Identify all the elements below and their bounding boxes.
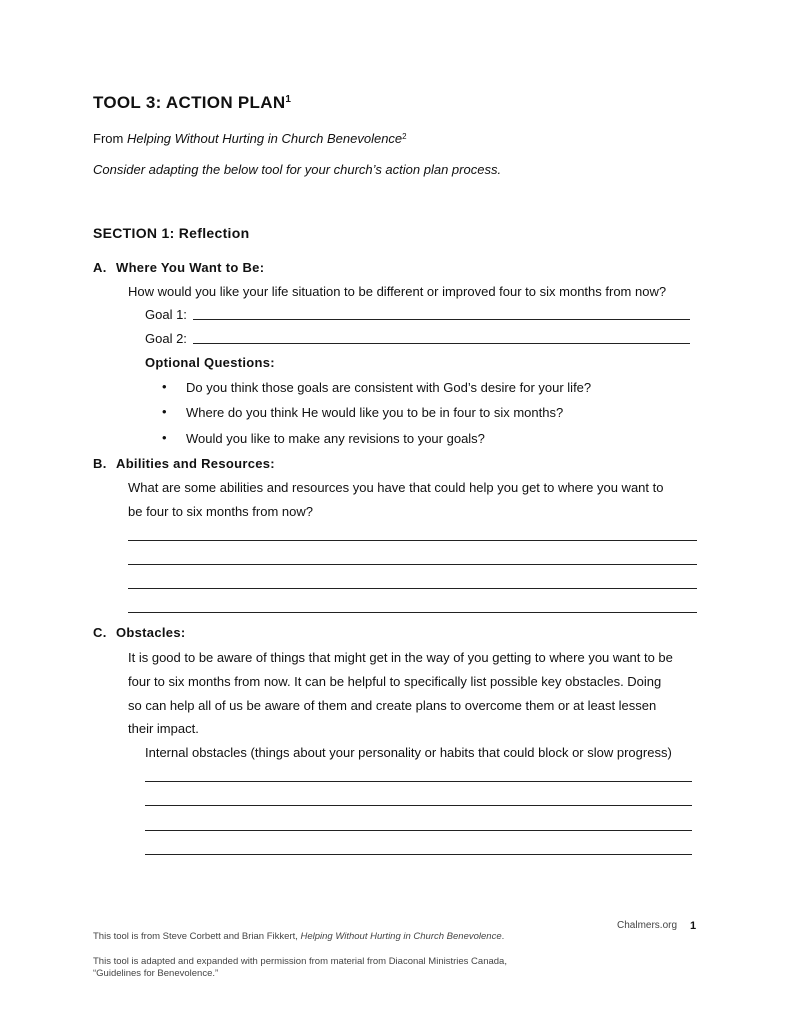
- page-number: 1: [690, 920, 697, 932]
- goal-2-label: Goal 2:: [145, 331, 187, 346]
- part-b-answer-line[interactable]: [128, 588, 697, 589]
- part-b-heading: B. Abilities and Resources:: [93, 456, 275, 471]
- bullet-item: • Do you think those goals are consistent with God’s desire for your life?: [162, 379, 592, 395]
- goal-2-field[interactable]: [193, 343, 690, 344]
- internal-obstacles-answer-line[interactable]: [145, 805, 692, 806]
- part-a-question: How would you like your life situation to be different or improved four to six months from now?: [128, 284, 667, 299]
- optional-questions-heading: Optional Questions:: [145, 355, 275, 370]
- footer-note-source: This tool is from Steve Corbett and Brian Fikkert, Helping Without Hurting in Church Benevolence.: [93, 931, 505, 942]
- part-c-text-line: so can help all of us be aware of them and create plans to overcome them or at least lessen: [128, 698, 657, 713]
- internal-obstacles-answer-line[interactable]: [145, 781, 692, 782]
- bullet-icon: •: [162, 430, 167, 445]
- section-heading: SECTION 1: Reflection: [93, 225, 250, 241]
- title-footnote-marker: 1: [285, 94, 292, 105]
- part-b-answer-line[interactable]: [128, 540, 697, 541]
- bullet-item: • Would you like to make any revisions to your goals?: [162, 430, 485, 446]
- internal-obstacles-answer-line[interactable]: [145, 830, 692, 831]
- document-title: TOOL 3: ACTION PLAN$^1$: [93, 93, 292, 112]
- source-book-title: Helping Without Hurting in Church Benevolence: [126, 131, 403, 146]
- instruction-text: Consider adapting the below tool for your church’s action plan process.: [93, 162, 502, 177]
- goal-1-field[interactable]: [193, 319, 690, 320]
- goal-1-label: Goal 1:: [145, 307, 187, 322]
- footer-note-adapted-line: “Guidelines for Benevolence.”: [93, 968, 219, 979]
- internal-obstacles-answer-line[interactable]: [145, 854, 692, 855]
- footer-site: Chalmers.org: [617, 920, 678, 931]
- part-b-text-line: What are some abilities and resources you have that could help you get to where you want to: [128, 480, 664, 495]
- part-a-heading: A. Where You Want to Be:: [93, 260, 265, 275]
- source-line: From Helping Without Hurting in Church Benevolence$^2$: [93, 131, 407, 146]
- part-c-text-line: their impact.: [128, 721, 199, 736]
- bullet-item: • Where do you think He would like you to be in four to six months?: [162, 404, 564, 420]
- bullet-icon: •: [162, 404, 167, 419]
- bullet-icon: •: [162, 379, 167, 394]
- footer-note-adapted-line: This tool is adapted and expanded with permission from material from Diaconal Ministries Canada,: [93, 956, 507, 967]
- source-footnote-marker: 2: [402, 132, 407, 141]
- part-b-answer-line[interactable]: [128, 612, 697, 613]
- part-c-text-line: four to six months from now. It can be helpful to specifically list possible key obstacles. Doing: [128, 674, 662, 689]
- part-b-answer-line[interactable]: [128, 564, 697, 565]
- internal-obstacles-label: Internal obstacles (things about your personality or habits that could block or slow progress): [145, 745, 672, 760]
- part-c-text-line: It is good to be aware of things that might get in the way of you getting to where you want to be: [128, 650, 673, 665]
- part-c-heading: C. Obstacles:: [93, 625, 186, 640]
- part-b-text-line: be four to six months from now?: [128, 504, 313, 519]
